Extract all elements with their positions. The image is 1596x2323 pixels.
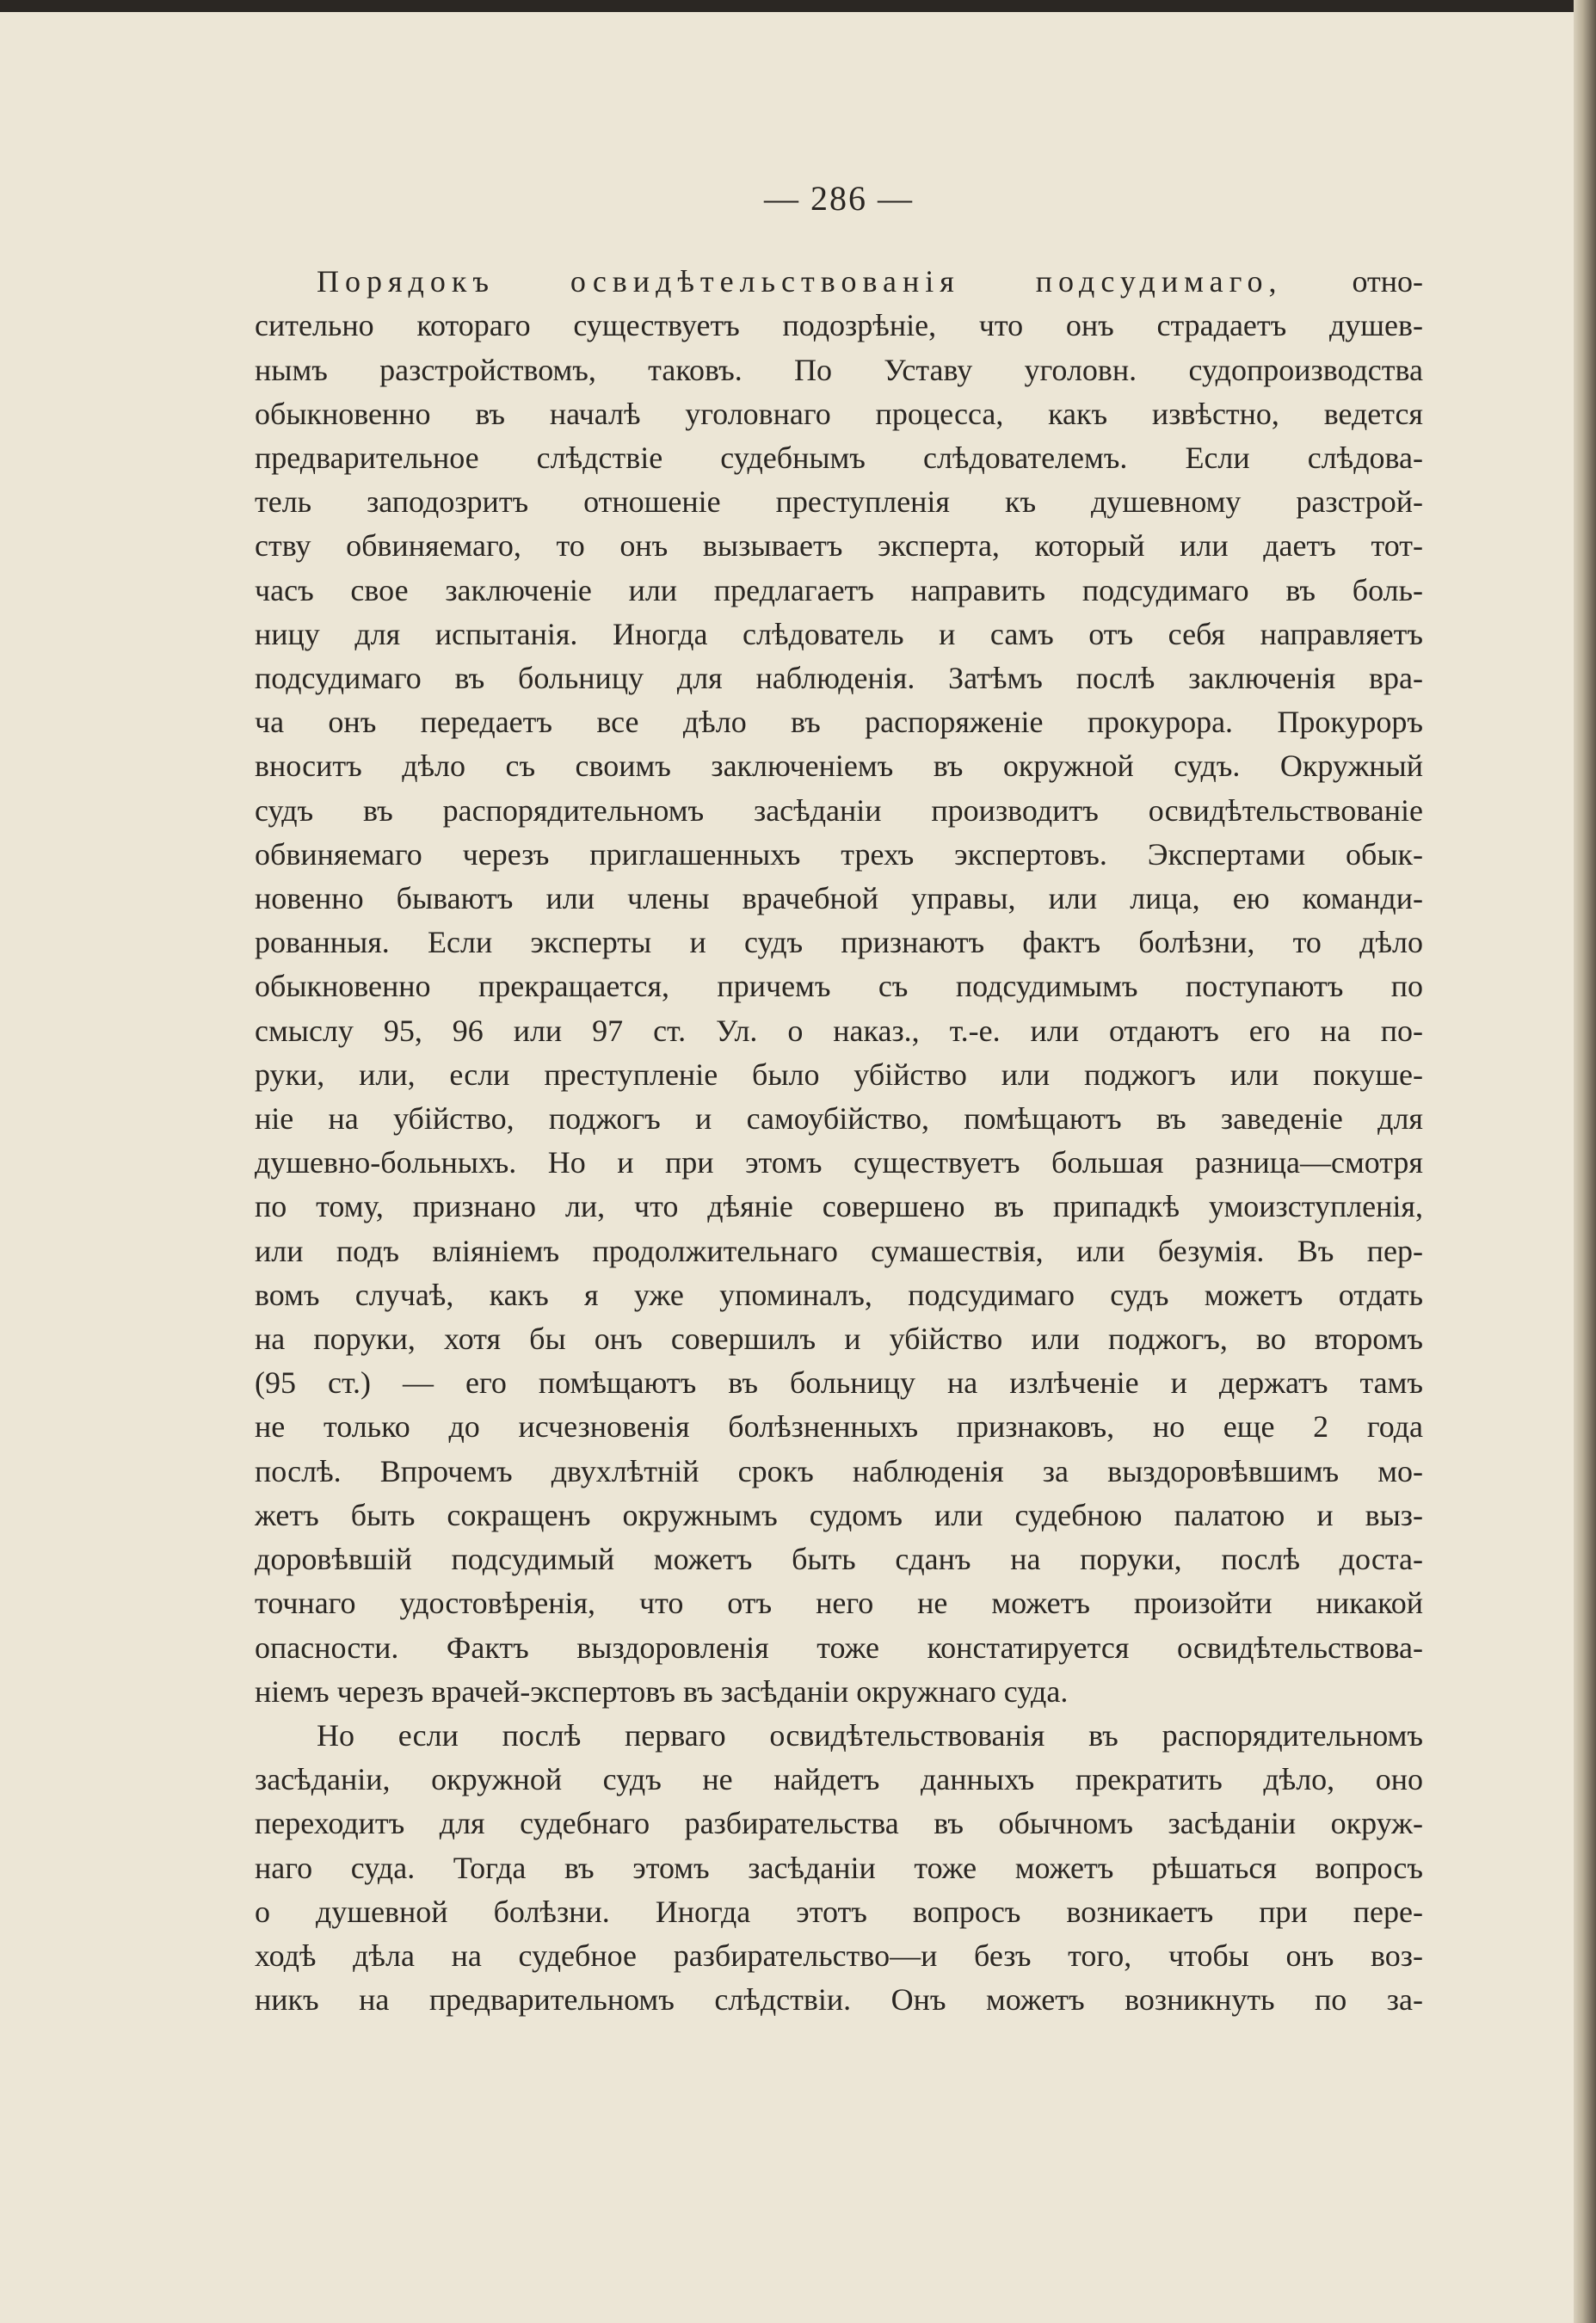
paragraph-2-line-1: Но если послѣ перваго освидѣтельствованія въ распорядительномъ bbox=[317, 1717, 1423, 1753]
page-number: — 286 — bbox=[764, 179, 914, 218]
text-line: ницу для испытанія. Иногда слѣдователь и самъ отъ себя направляетъ bbox=[255, 616, 1423, 651]
text-line: ходѣ дѣла на судебное разбирательство—и безъ того, чтобы онъ воз- bbox=[255, 1938, 1423, 1973]
text-line: предварительное слѣдствіе судебнымъ слѣдователемъ. Если слѣдова- bbox=[255, 441, 1423, 476]
text-line: подсудимаго въ больницу для наблюденія. Затѣмъ послѣ заключенія вра- bbox=[255, 661, 1423, 696]
text-line: никъ на предварительномъ слѣдствіи. Онъ можетъ возникнуть по за- bbox=[255, 1982, 1423, 2018]
spaced-lead-phrase: Порядокъ освидѣтельствованія подсудимаго, bbox=[317, 264, 1283, 299]
text-line: смыслу 95, 96 или 97 ст. Ул. о наказ., т.-е. или отдаютъ его на по- bbox=[255, 1013, 1423, 1048]
text-line: судъ въ распорядительномъ засѣданіи производитъ освидѣтельствованіе bbox=[255, 792, 1423, 828]
text-line: не только до исчезновенія болѣзненныхъ признаковъ, но еще 2 года bbox=[255, 1409, 1423, 1445]
text-line: часъ свое заключеніе или предлагаетъ направить подсудимаго въ боль- bbox=[255, 572, 1423, 607]
text-line: точнаго удостовѣренія, что отъ него не можетъ произойти никакой bbox=[255, 1586, 1423, 1621]
text-line: (95 ст.) — его помѣщаютъ въ больницу на излѣченіе и держатъ тамъ bbox=[255, 1365, 1423, 1401]
text-line: обыкновенно въ началѣ уголовнаго процесса, какъ извѣстно, ведется bbox=[255, 396, 1423, 431]
text-line: или подъ вліяніемъ продолжительнаго сумашествія, или безумія. Въ пер- bbox=[255, 1233, 1423, 1268]
text-line: жетъ быть сокращенъ окружнымъ судомъ или судебною палатою и выз- bbox=[255, 1497, 1423, 1532]
text-line: обыкновенно прекращается, причемъ съ подсудимымъ поступаютъ по bbox=[255, 969, 1423, 1004]
text-line: вомъ случаѣ, какъ я уже упоминалъ, подсудимаго судъ можетъ отдать bbox=[255, 1277, 1423, 1312]
paragraph-2 bbox=[255, 1714, 1423, 2022]
scan-top-edge bbox=[0, 0, 1596, 12]
text-line: опасности. Фактъ выздоровленія тоже констатируется освидѣтельствова- bbox=[255, 1630, 1423, 1665]
text-line: послѣ. Впрочемъ двухлѣтній срокъ наблюденія за выздоровѣвшимъ мо- bbox=[255, 1453, 1423, 1488]
text-line: обвиняемаго черезъ приглашенныхъ трехъ экспертовъ. Экспертами обык- bbox=[255, 836, 1423, 872]
text-line: вноситъ дѣло съ своимъ заключеніемъ въ окружной судъ. Окружный bbox=[255, 749, 1423, 784]
text-line: новенно бываютъ или члены врачебной управы, или лица, ею команди- bbox=[255, 881, 1423, 916]
text-line: ству обвиняемаго, то онъ вызываетъ эксперта, который или даетъ тот- bbox=[255, 528, 1423, 564]
paragraph-1-line-1: Порядокъ освидѣтельствованія подсудимаго, отно- bbox=[317, 264, 1423, 299]
paragraph-1 bbox=[255, 260, 1423, 1714]
scan-spine-edge bbox=[1574, 0, 1596, 2323]
text-line: засѣданіи, окружной судъ не найдетъ данныхъ прекратить дѣло, оно bbox=[255, 1762, 1423, 1797]
text-line: переходитъ для судебнаго разбирательства въ обычномъ засѣданіи окруж- bbox=[255, 1806, 1423, 1841]
text-line: рованныя. Если эксперты и судъ признаютъ фактъ болѣзни, то дѣло bbox=[255, 925, 1423, 960]
text-line: сительно котораго существуетъ подозрѣніе, что онъ страдаетъ душев- bbox=[255, 308, 1423, 343]
text-line: на поруки, хотя бы онъ совершилъ и убійство или поджогъ, во второмъ bbox=[255, 1322, 1423, 1357]
text-line: о душевной болѣзни. Иногда этотъ вопросъ возникаетъ при пере- bbox=[255, 1894, 1423, 1929]
text-line: тель заподозритъ отношеніе преступленія къ душевному разстрой- bbox=[255, 484, 1423, 520]
page-text bbox=[255, 176, 1423, 2022]
text-line: по тому, признано ли, что дѣяніе совершено въ припадкѣ умоизступленія, bbox=[255, 1189, 1423, 1224]
text-line: доровѣвшій подсудимый можетъ быть сданъ на поруки, послѣ доста- bbox=[255, 1542, 1423, 1577]
text-line: руки, или, если преступленіе было убійство или поджогъ или покуше- bbox=[255, 1057, 1423, 1092]
text-line: ніемъ черезъ врачей-экспертовъ въ засѣданіи окружнаго суда. bbox=[255, 1673, 1069, 1709]
text-line: нымъ разстройствомъ, таковъ. По Уставу уголовн. судопроизводства bbox=[255, 352, 1423, 387]
text-line: ча онъ передаетъ все дѣло въ распоряженіе прокурора. Прокуроръ bbox=[255, 705, 1423, 740]
text-line: наго суда. Тогда въ этомъ засѣданіи тоже можетъ рѣшаться вопросъ bbox=[255, 1850, 1423, 1885]
text-line: ніе на убійство, поджогъ и самоубійство, помѣщаютъ въ заведеніе для bbox=[255, 1101, 1423, 1137]
text-line: душевно-больныхъ. Но и при этомъ существуетъ большая разница—смотря bbox=[255, 1145, 1423, 1180]
